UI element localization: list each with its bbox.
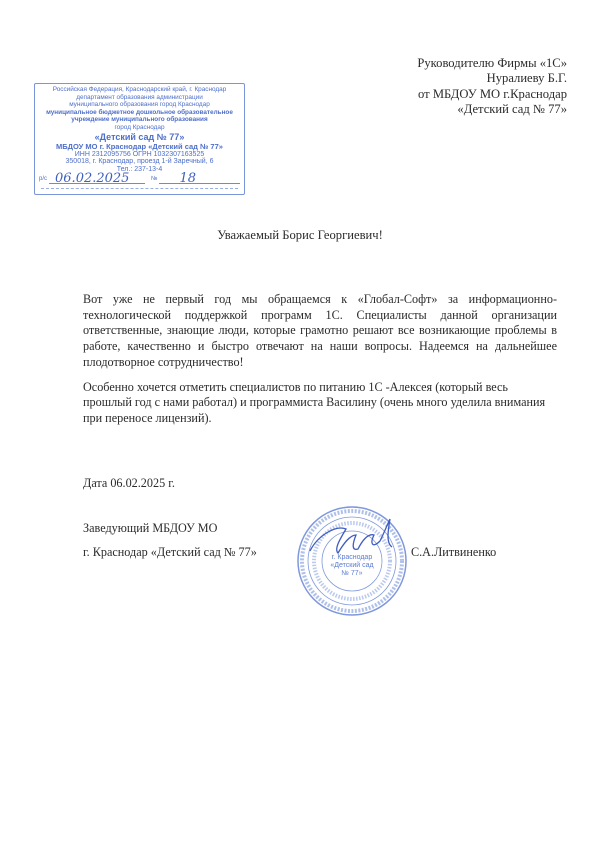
body-paragraph: Особенно хочется отметить специалистов по питанию 1С -Алексея (который весь прошлый год с нами работал) и программиста Василину (очень много уделила внимания при переносе лицензий).	[83, 379, 546, 425]
stamp-reg-number: 18	[159, 175, 240, 184]
stamp-institution-name: «Детский сад № 77»	[94, 131, 185, 142]
date-line: Дата 06.02.2025 г.	[83, 476, 175, 490]
stamp-org: МБДОУ МО г. Краснодар «Детский сад № 77»	[56, 141, 223, 151]
stamp-phone: Тел.: 237-13-4	[116, 165, 163, 173]
stamp-line: департамент образования администрации	[76, 93, 203, 101]
signatory-name: С.А.Литвиненко	[411, 545, 497, 559]
seal-text: «Детский сад	[330, 562, 374, 569]
round-seal-icon	[296, 505, 408, 617]
addressee-line: от МБДОУ МО г.Краснодар	[418, 86, 567, 101]
registration-stamp	[34, 83, 245, 195]
stamp-line: муниципальное бюджетное дошкольное образовательное	[46, 108, 233, 116]
signatory-title: Заведующий МБДОУ МО	[83, 521, 218, 535]
stamp-line: учреждение муниципального образования	[71, 116, 208, 124]
stamp-divider	[41, 188, 238, 189]
addressee-line: Нуралиеву Б.Г.	[486, 71, 567, 86]
letter-body	[83, 292, 557, 436]
addressee-line: «Детский сад № 77»	[457, 101, 567, 116]
signatory-org: г. Краснодар «Детский сад № 77»	[83, 545, 257, 559]
stamp-line: муниципального образования город Краснодар	[69, 101, 210, 109]
stamp-num-label: №	[151, 176, 158, 183]
stamp-inn-ogrn: ИНН 2312095756 ОГРН 1032307163525	[74, 150, 205, 158]
stamp-address: 350018, г. Краснодар, проезд 1-й Заречный, 6	[65, 158, 214, 166]
body-paragraph: Вот уже не первый год мы обращаемся к «Глобал-Софт» за информационно-технологической поддержкой программ 1С. Специалисты данной организации ответственные, знающие люди, которые грамотно решают все возникающие проблемы в работе, качественно и быстро отвечают на наши вопросы. Надеемся на дальнейшее плодотворное сотрудничество!	[83, 292, 557, 369]
greeting: Уважаемый Борис Георгиевич!	[217, 228, 383, 242]
stamp-line: город Краснодар	[114, 123, 165, 131]
addressee-line: Руководителю Фирмы «1С»	[417, 56, 567, 70]
stamp-reg-label: р/с	[39, 176, 48, 183]
seal-text: г. Краснодар	[331, 554, 373, 561]
stamp-reg-date: 06.02.2025	[49, 175, 145, 184]
seal-text: № 77»	[341, 570, 363, 577]
addressee-block	[417, 56, 567, 117]
stamp-line: Российская Федерация, Краснодарский край, г. Краснодар	[52, 86, 227, 93]
stamp-registration-row	[35, 171, 244, 187]
